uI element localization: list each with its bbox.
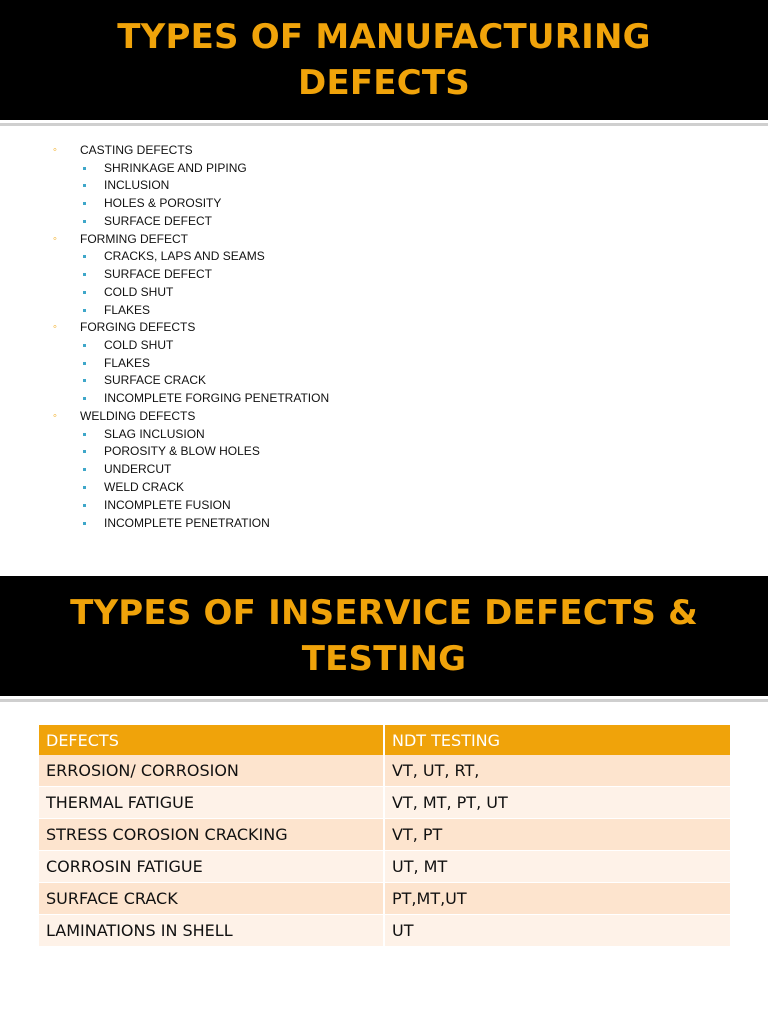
table-row [39,883,730,915]
defect-cell: THERMAL FATIGUE [39,787,384,819]
section-label: CASTING DEFECTS [80,143,193,157]
circle-bullet-icon: ◦ [53,410,57,423]
ndt-cell: VT, UT, RT, [384,755,730,787]
circle-bullet-icon: ◦ [53,144,57,156]
square-bullet-icon [83,255,86,258]
list-item: INCOMPLETE FORGING PENETRATION [80,390,329,408]
list-item: FLAKES [80,302,329,320]
list-item: COLD SHUT [80,284,329,302]
list-item: SURFACE DEFECT [80,266,329,284]
title-divider [0,699,768,702]
section-label: FORGING DEFECTS [80,320,196,335]
defect-cell: LAMINATIONS IN SHELL [39,915,384,947]
table-header-row [39,725,730,755]
table-row [39,755,730,787]
list-item: CRACKS, LAPS AND SEAMS [80,248,329,266]
list-item: HOLES & POROSITY [80,195,329,213]
table-row [39,819,730,851]
square-bullet-icon [83,273,86,276]
square-bullet-icon [83,468,86,471]
defect-cell: STRESS COROSION CRACKING [39,819,384,851]
outline-section [48,319,329,408]
list-item: INCOMPLETE FUSION [80,497,329,515]
column-header-ndt-testing: NDT TESTING [384,725,730,755]
ndt-cell: VT, PT [384,819,730,851]
square-bullet-icon [83,397,86,400]
title-bar [0,576,768,696]
title-divider [0,123,768,126]
square-bullet-icon [83,486,86,489]
square-bullet-icon [83,184,86,187]
square-bullet-icon [83,379,86,382]
defect-outline [48,142,329,532]
list-item: WELD CRACK [80,479,329,497]
slide-inservice-defects [0,576,768,1024]
square-bullet-icon [83,309,86,312]
list-item: FLAKES [80,355,329,373]
table-row [39,787,730,819]
ndt-cell: UT, MT [384,851,730,883]
square-bullet-icon [83,344,86,347]
list-item: INCLUSION [80,177,329,195]
outline-section [48,408,329,532]
list-item: INCOMPLETE PENETRATION [80,515,329,533]
defects-testing-table [39,725,730,946]
list-item: UNDERCUT [80,461,329,479]
column-header-defects: DEFECTS [39,725,384,755]
list-item: COLD SHUT [80,337,329,355]
defect-cell: SURFACE CRACK [39,883,384,915]
section-label: FORMING DEFECT [80,231,188,246]
list-item: SLAG INCLUSION [80,426,329,444]
title-bar [0,0,768,120]
list-item: SURFACE DEFECT [80,213,329,231]
square-bullet-icon [83,202,86,205]
circle-bullet-icon: ◦ [53,232,57,245]
circle-bullet-icon: ◦ [53,321,57,334]
outline-section [48,231,329,320]
square-bullet-icon [83,291,86,294]
square-bullet-icon [83,433,86,436]
slide-title: TYPES OF MANUFACTURING DEFECTS [117,17,651,103]
slide-title: TYPES OF INSERVICE DEFECTS & TESTING [70,593,698,679]
ndt-cell: VT, MT, PT, UT [384,787,730,819]
square-bullet-icon [83,504,86,507]
square-bullet-icon [83,522,86,525]
square-bullet-icon [83,220,86,223]
table-row [39,915,730,947]
square-bullet-icon [83,362,86,365]
square-bullet-icon [83,450,86,453]
ndt-cell: UT [384,915,730,947]
defect-cell: ERROSION/ CORROSION [39,755,384,787]
section-label: WELDING DEFECTS [80,409,196,424]
table-row [39,851,730,883]
list-item: POROSITY & BLOW HOLES [80,443,329,461]
list-item: SHRINKAGE AND PIPING [80,160,329,178]
defect-cell: CORROSIN FATIGUE [39,851,384,883]
ndt-cell: PT,MT,UT [384,883,730,915]
square-bullet-icon [83,167,86,170]
list-item: SURFACE CRACK [80,372,329,390]
outline-section [48,142,329,231]
